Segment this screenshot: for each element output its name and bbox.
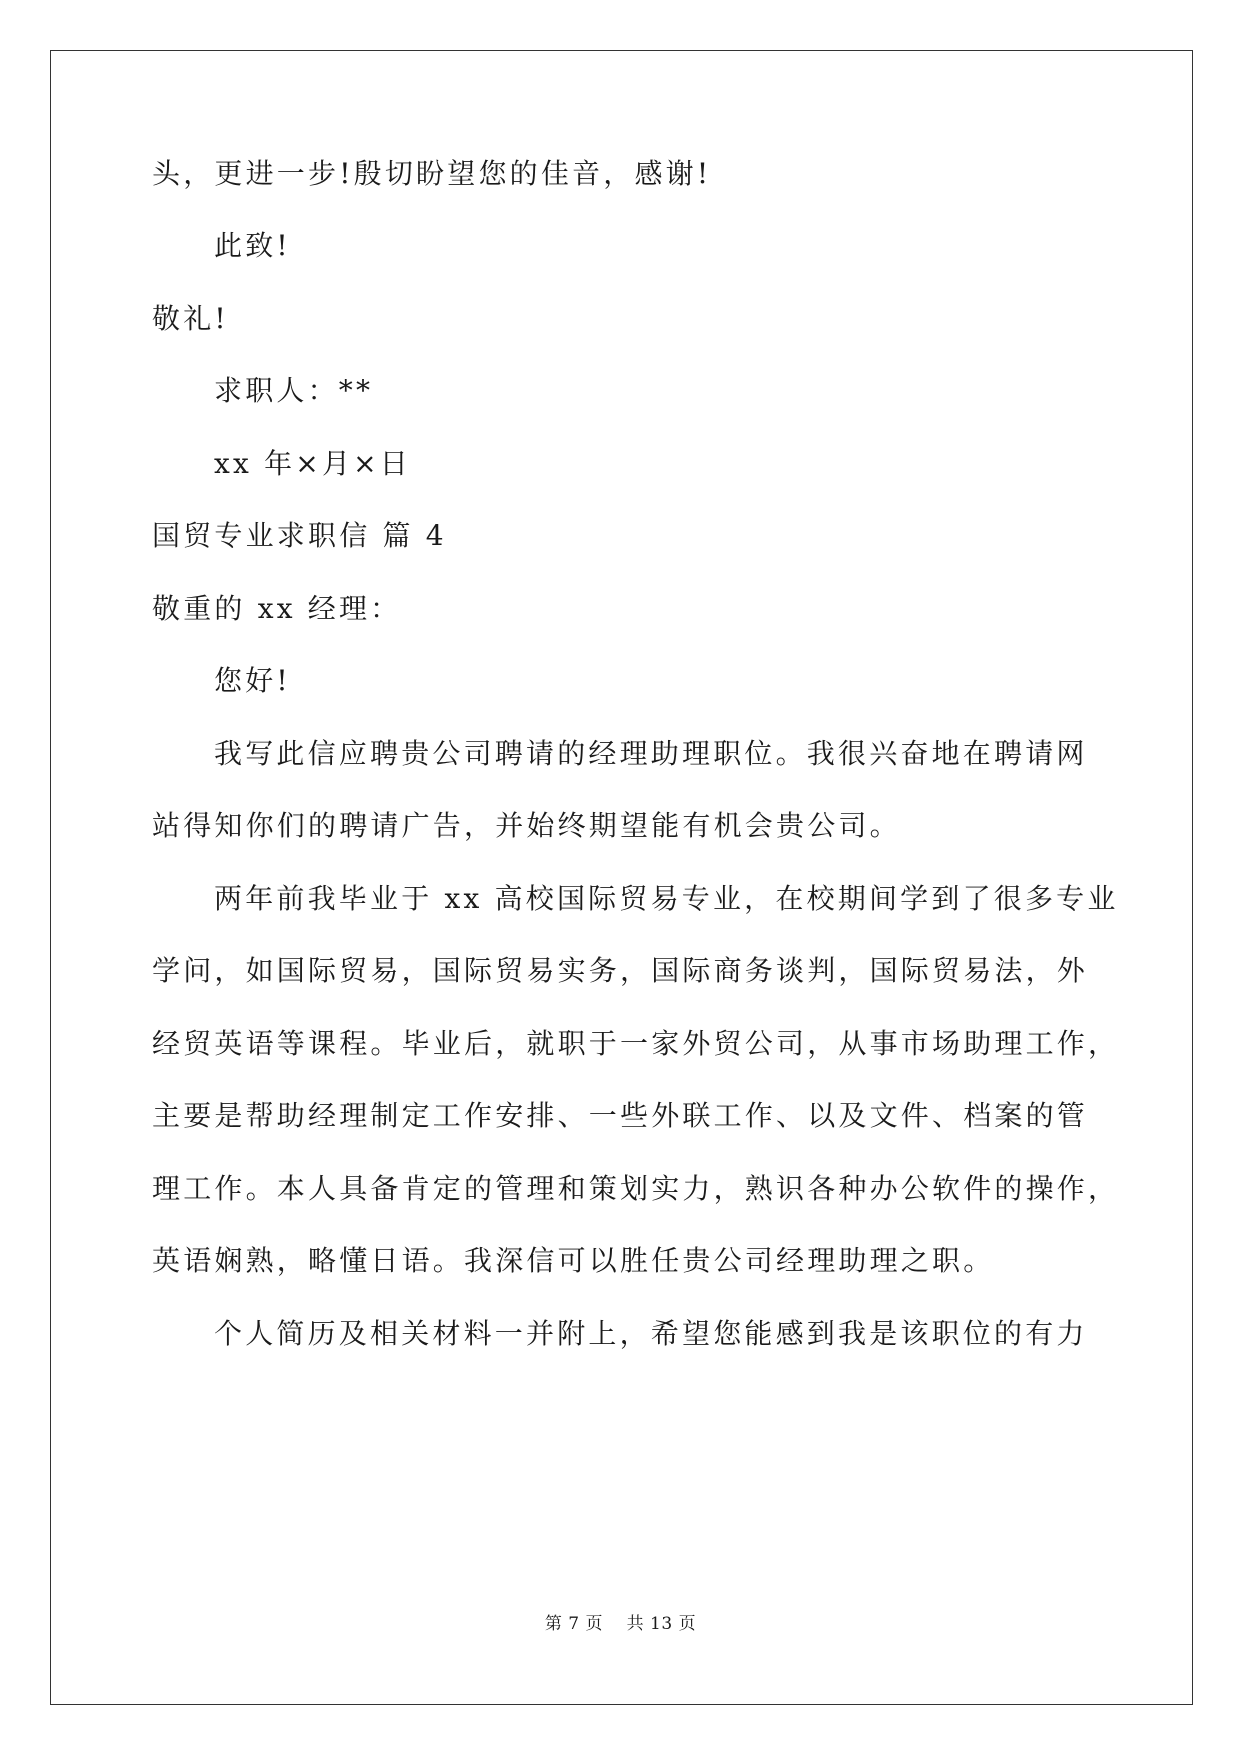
- page-border: [50, 50, 1193, 1705]
- body-line-closing: 头，更进一步!殷切盼望您的佳音，感谢!: [152, 157, 712, 190]
- salutation-jingli: 敬礼!: [152, 302, 229, 335]
- paragraph-2-line-6: 英语娴熟，略懂日语。我深信可以胜任贵公司经理助理之职。: [152, 1244, 995, 1277]
- paragraph-1-line-2: 站得知你们的聘请广告，并始终期望能有机会贵公司。: [152, 809, 901, 842]
- letter-hello: 您好!: [214, 664, 291, 697]
- paragraph-2-line-1: 两年前我毕业于 xx 高校国际贸易专业，在校期间学到了很多专业: [214, 882, 1119, 915]
- signature-applicant: 求职人：**: [214, 374, 374, 407]
- paragraph-2-line-2: 学问，如国际贸易，国际贸易实务，国际商务谈判，国际贸易法，外: [152, 954, 1089, 987]
- paragraph-1-line-1: 我写此信应聘贵公司聘请的经理助理职位。我很兴奋地在聘请网: [214, 737, 1088, 770]
- paragraph-2-line-4: 主要是帮助经理制定工作安排、一些外联工作、以及文件、档案的管: [152, 1099, 1089, 1132]
- paragraph-2-line-3: 经贸英语等课程。毕业后，就职于一家外贸公司，从事市场助理工作，: [152, 1027, 1120, 1060]
- paragraph-3-line-1: 个人简历及相关材料一并附上，希望您能感到我是该职位的有力: [214, 1317, 1088, 1350]
- paragraph-2-line-5: 理工作。本人具备肯定的管理和策划实力，熟识各种办公软件的操作，: [152, 1172, 1120, 1205]
- signature-date: xx 年×月×日: [214, 447, 412, 480]
- section-heading: 国贸专业求职信 篇 4: [152, 519, 447, 552]
- letter-greeting: 敬重的 xx 经理：: [152, 592, 402, 625]
- page-number: 第 7 页 共 13 页: [544, 1614, 697, 1634]
- salutation-cizhi: 此致!: [214, 229, 291, 262]
